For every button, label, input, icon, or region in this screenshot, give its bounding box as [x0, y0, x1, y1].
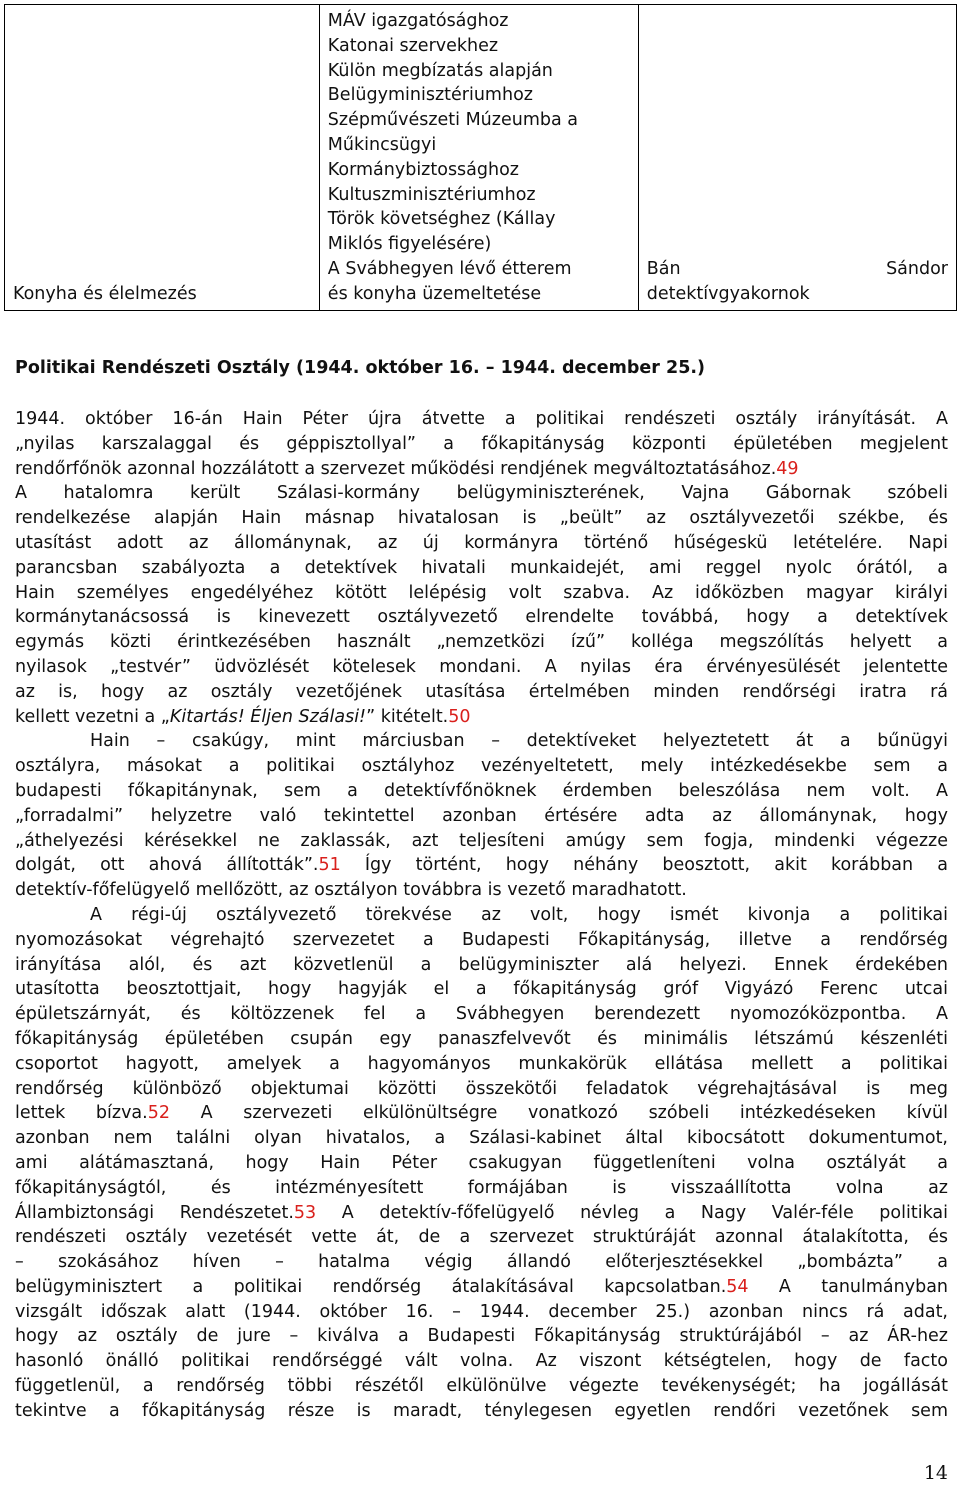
- text-span: épületszárnyát, és költözzenek fel a Svábhegyen berendezett nyomozóközpontba. A: [15, 1004, 948, 1025]
- text-line: [15, 853, 948, 878]
- footnote-ref-54[interactable]: 54: [726, 1276, 749, 1297]
- text-line: [15, 1201, 948, 1226]
- text-line: [15, 878, 948, 903]
- text-span: A szervezeti elkülönültségre vonatkozó szóbeli intézkedéseken kívül: [170, 1103, 948, 1124]
- table-cell-assignments: [319, 5, 638, 311]
- text-line: [15, 1151, 948, 1176]
- text-line: [15, 1374, 948, 1399]
- text-span: Így történt, hogy néhány beosztott, akit korábban a: [340, 855, 948, 876]
- text-line: [15, 977, 948, 1002]
- text-line: [15, 1101, 948, 1126]
- quoted-slogan: Kitartás! Éljen Szálasi!: [169, 706, 367, 727]
- text-span: tekintve a főkapitányság része is maradt, ténylegesen egyetlen rendőri vezetőnek sem: [15, 1400, 948, 1421]
- assignment-line: Műkincsügyi: [327, 134, 437, 155]
- text-span: Hain személyes engedélyéhez kötött lelépésig volt szabva. Az időközben magyar királyi: [15, 582, 948, 603]
- text-line: [15, 1225, 948, 1250]
- text-span: – szokásához híven – hatalma végig állandó előterjesztésekkel „bombázta” a: [15, 1252, 948, 1273]
- footnote-ref-50[interactable]: 50: [448, 706, 471, 727]
- text-line: [15, 1126, 948, 1151]
- text-span: nyomozásokat végrehajtó szervezetet a Budapesti Főkapitányság, illetve a rendőrség: [15, 929, 948, 950]
- text-line: [15, 556, 948, 581]
- footnote-ref-52[interactable]: 52: [147, 1103, 170, 1124]
- assignment-line: Török követséghez (Kállay: [327, 209, 556, 230]
- text-span: kellett vezetni a „: [15, 706, 170, 727]
- text-line: [15, 605, 948, 630]
- assignment-line: MÁV igazgatósághoz: [327, 11, 509, 31]
- text-line: [15, 754, 948, 779]
- text-line: [15, 630, 948, 655]
- footnote-ref-53[interactable]: 53: [293, 1202, 317, 1223]
- text-line: [15, 1300, 948, 1325]
- text-span: „áthelyezési kérésekkel ne zaklassák, azt teljesíteni amúgy sem fogja, mindenki végezze: [15, 830, 948, 851]
- text-line: [15, 1077, 948, 1102]
- text-span: rendőrség különböző objektumai közötti összekötői feladatok végrehajtásával is meg: [15, 1078, 948, 1099]
- text-span: nyilasok „testvér” üdvözlését kötelesek mondani. A nyilas éra érvényesülését jelentette: [15, 656, 948, 677]
- text-span: „nyilas karszalaggal és géppisztollyal” a főkapitányság központi épületében megjelent: [15, 433, 948, 454]
- text-span: utasítást adott az állománynak, az új kormányra történő hűségeskü letételére. Napi: [15, 532, 948, 553]
- text-span: budapesti főkapitánynak, sem a detektívfőnöknek érdemben beleszólása nem volt. A: [15, 780, 948, 801]
- person-surname: Bán: [646, 258, 681, 279]
- text-span: detektív-főfelügyelő mellőzött, az osztályon továbbra is vezető maradhatott.: [15, 880, 687, 901]
- text-line: [15, 481, 948, 506]
- text-line: [15, 729, 948, 754]
- text-span: az is, hogy az osztály vezetőjének utasítása értelmében minden rendőrségi iratra rá: [15, 681, 948, 702]
- person-name-line: [647, 257, 948, 282]
- assignment-line: Szépművészeti Múzeumba a: [327, 110, 578, 131]
- text-span: A tanulmányban: [748, 1276, 948, 1297]
- text-line: [15, 1176, 948, 1201]
- text-line: [15, 705, 948, 730]
- text-span: A detektív-főfelügyelő névleg a Nagy Valér-féle politikai: [316, 1202, 948, 1223]
- text-span: irányítása alól, és azt közvetlenül a belügyminiszter alá helyezi. Ennek érdekében: [15, 954, 948, 975]
- text-line: [15, 779, 948, 804]
- assignment-line: és konyha üzemeltetése: [327, 283, 542, 304]
- text-line: [15, 655, 948, 680]
- text-span: ami alátámasztaná, hogy Hain Péter csakugyan függetleníteni volna osztályát a: [15, 1152, 948, 1173]
- text-line: [15, 581, 948, 606]
- text-span: csoportot hagyott, amelyek a hagyományos munkakörük ellátása mellett a politikai: [15, 1053, 948, 1074]
- text-line: [15, 407, 948, 432]
- text-line: [15, 1399, 948, 1424]
- assignment-line: Miklós figyelésére): [327, 234, 492, 255]
- text-span: utasította beosztottjait, hogy hagyják el a főkapitányság gróf Vigyázó Ferenc utcai: [15, 979, 948, 1000]
- person-rank: detektívgyakornok: [646, 283, 810, 304]
- text-span: A régi-új osztályvezető törekvése az volt, hogy ismét kivonja a politikai: [90, 904, 948, 925]
- text-line: [15, 829, 948, 854]
- text-span: A hatalomra került Szálasi-kormány belügyminiszterének, Vajna Gábornak szóbeli: [15, 483, 948, 504]
- text-span: függetlenül, a rendőrség többi részétől elkülönülve végezte tevékenységét; ha jogállását: [15, 1376, 948, 1397]
- assignment-line: Kormánybiztossághoz: [327, 159, 519, 180]
- text-line: [15, 432, 948, 457]
- text-span: vizsgált időszak alatt (1944. október 16. – 1944. december 25.) azonban nincs rá adat,: [15, 1301, 948, 1322]
- text-span: dolgát, ott ahová állították”.: [15, 855, 319, 876]
- text-span: rendészeti osztály vezetését vette át, de a szervezet struktúráját azonnal átalakította, és: [15, 1227, 948, 1248]
- text-span: főkapitányság épületében csupán egy panaszfelvevőt és minimális létszámú készenléti: [15, 1028, 948, 1049]
- text-span: ” kitételt.: [366, 706, 449, 727]
- text-line: [15, 928, 948, 953]
- text-span: kormánytanácsossá is kinevezett osztályvezető elrendelte továbbá, hogy a detektívek: [15, 607, 948, 628]
- text-line: [15, 953, 948, 978]
- person-given-name: Sándor: [886, 258, 948, 279]
- text-line: [15, 903, 948, 928]
- text-line: [15, 1002, 948, 1027]
- text-span: osztályra, másokat a politikai osztályhoz vezényeltetett, mely intézkedésekbe sem a: [15, 756, 948, 777]
- text-span: főkapitányságtól, és intézményesített formájában is visszaállította volna az: [15, 1177, 948, 1198]
- assignment-line: Külön megbízatás alapján: [327, 60, 553, 81]
- table-row: [5, 5, 957, 311]
- text-span: parancsban szabályozta a detektívek hivatali munkaidejét, ami reggel nyolc órától, a: [15, 557, 948, 578]
- page-number: 14: [923, 1462, 948, 1484]
- body-text: [15, 407, 948, 1424]
- section-heading: Politikai Rendészeti Osztály (1944. október 16. – 1944. december 25.): [15, 358, 706, 378]
- text-line: [15, 457, 948, 482]
- assignment-line: Kultuszminisztériumhoz: [327, 184, 536, 205]
- assignment-line: A Svábhegyen lévő étterem: [327, 258, 572, 279]
- footnote-ref-51[interactable]: 51: [318, 855, 341, 876]
- text-span: rendelkezése alapján Hain másnap hivatalosan is „beült” az osztályvezetői székbe, és: [15, 508, 948, 529]
- text-line: [15, 1052, 948, 1077]
- text-line: [15, 1027, 948, 1052]
- text-span: Hain – csakúgy, mint márciusban – detektíveket helyeztetett át a bűnügyi: [90, 731, 948, 752]
- text-span: hogy az osztály de jure – kiválva a Budapesti Főkapitányság struktúrájából – az ÁR-hez: [15, 1326, 948, 1347]
- text-span: 1944. október 16-án Hain Péter újra átvette a politikai rendészeti osztály irányítását. A: [15, 409, 948, 429]
- text-line: [15, 680, 948, 705]
- text-span: belügyminisztert a politikai rendőrség átalakításával kapcsolatban.: [15, 1276, 727, 1297]
- text-line: [15, 506, 948, 531]
- text-span: egymás közti érintkezésében használt „nemzetközi ízű” kolléga megszólítás helyett a: [15, 632, 948, 653]
- text-span: rendőrfőnök azonnal hozzálátott a szervezet működési rendjének megváltoztatásához.: [15, 458, 777, 479]
- department-name: Konyha és élelmezés: [13, 283, 197, 304]
- assignment-line: Katonai szervekhez: [327, 35, 499, 56]
- table-cell-department: [5, 5, 320, 311]
- text-line: [15, 1349, 948, 1374]
- text-span: Állambiztonsági Rendészetet.: [15, 1202, 294, 1223]
- assignment-line: Belügyminisztériumhoz: [327, 85, 533, 106]
- text-span: azonban nem találni olyan hivatalos, a Szálasi-kabinet által kibocsátott dokumentumot,: [15, 1128, 948, 1149]
- text-line: [15, 804, 948, 829]
- table-cell-person: [638, 5, 956, 311]
- text-span: hasonló önálló politikai rendőrséggé vált volna. Az viszont kétségtelen, hogy de facto: [15, 1351, 948, 1372]
- staff-table: [4, 4, 957, 311]
- footnote-ref-49[interactable]: 49: [776, 458, 799, 479]
- text-span: lettek bízva.: [15, 1103, 148, 1124]
- text-line: [15, 1250, 948, 1275]
- text-line: [15, 531, 948, 556]
- text-span: „forradalmi” helyzetre való tekintettel azonban értésére adta az állománynak, hogy: [15, 805, 948, 826]
- text-line: [15, 1275, 948, 1300]
- text-line: [15, 1324, 948, 1349]
